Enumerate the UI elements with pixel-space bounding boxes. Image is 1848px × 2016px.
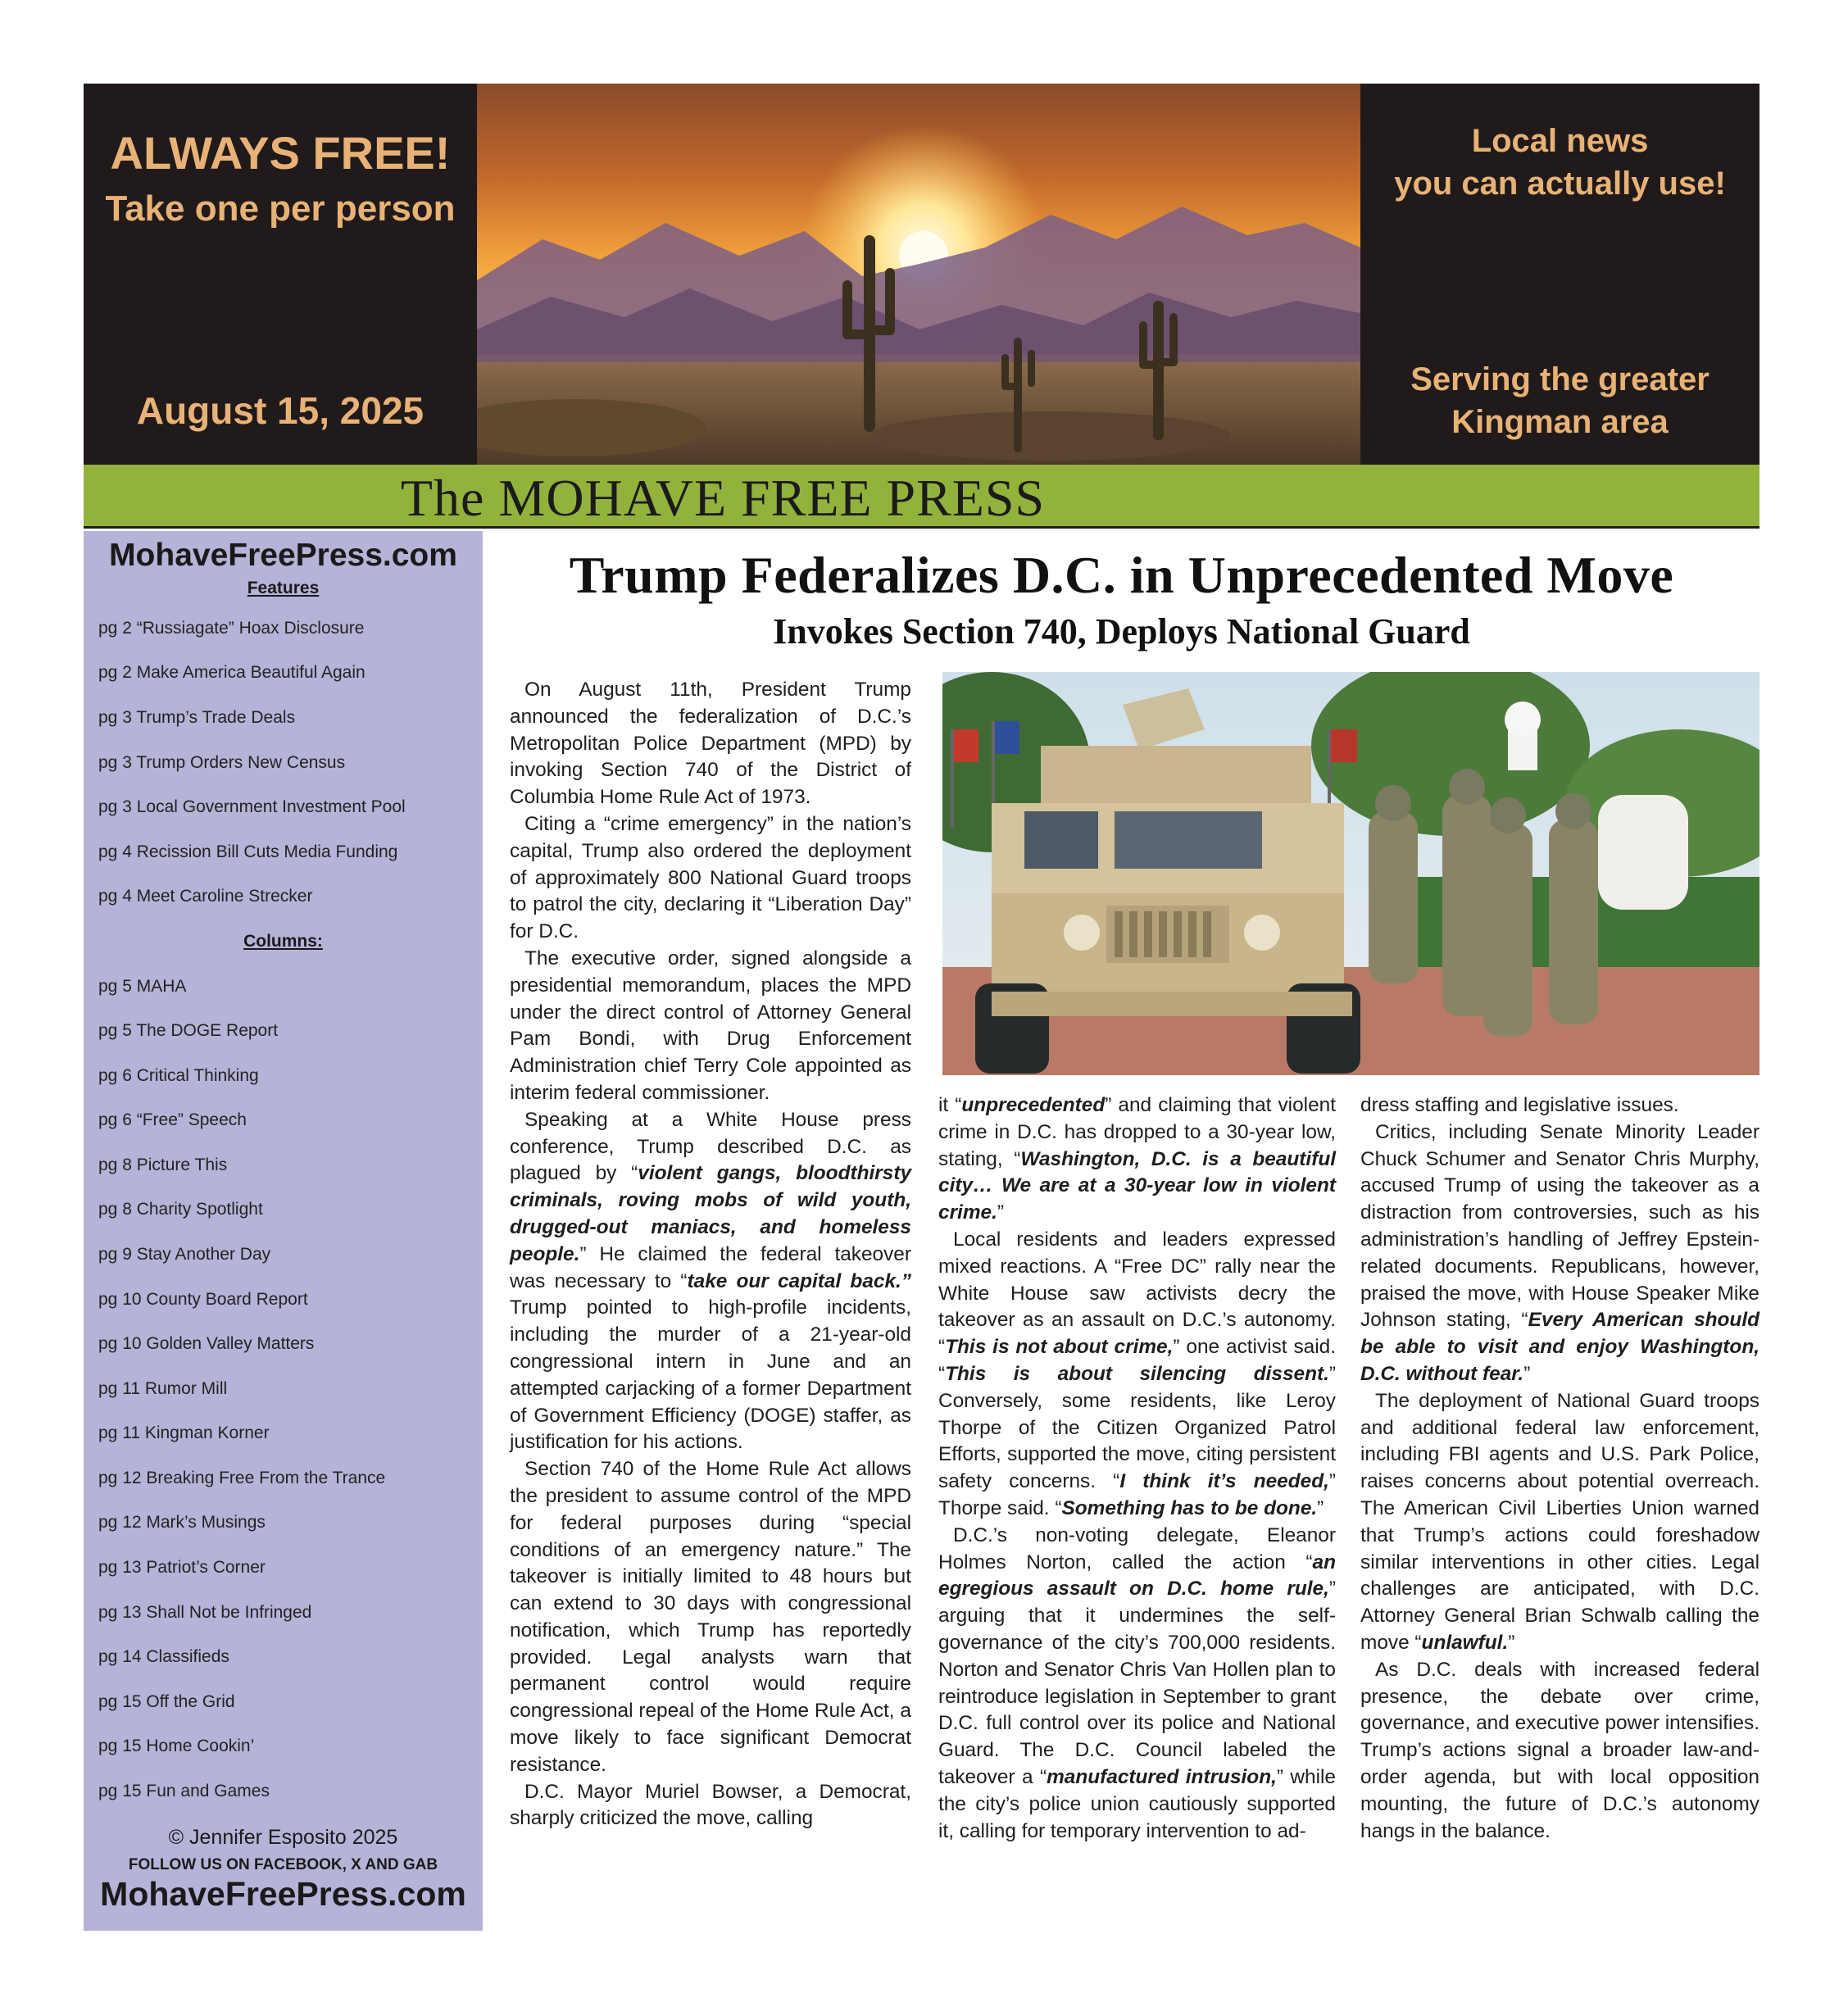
column-item: pg 8 Picture This: [98, 1156, 228, 1174]
nameplate-bar: [84, 465, 1759, 529]
column-item: pg 5 The DOGE Report: [98, 1021, 279, 1040]
quote-emphasis: I think it’s needed,: [1119, 1470, 1329, 1493]
text-run: Speaking at a White House press conference, Trump described D.C. as plagued by “: [510, 1108, 911, 1185]
feature-item: pg 3 Trump Orders New Census: [98, 753, 346, 772]
issue-date: August 15, 2025: [136, 389, 425, 432]
column-item: pg 15 Fun and Games: [98, 1782, 270, 1800]
columns-heading: Columns:: [243, 932, 323, 951]
tagline-line-2: you can actually use!: [1394, 166, 1726, 202]
contents-sidebar: [84, 531, 483, 1931]
quote-emphasis: manufactured intrusion,: [1047, 1765, 1277, 1788]
paper-name: The MOHAVE FREE PRESS: [400, 469, 1046, 527]
column-item: pg 9 Stay Another Day: [98, 1245, 271, 1264]
text-run: ” He claimed the federal takeover was necessary to “: [510, 1242, 911, 1292]
column-item: pg 15 Off the Grid: [98, 1692, 235, 1711]
column-item: pg 5 MAHA: [98, 977, 187, 996]
website-link-bottom[interactable]: MohaveFreePress.com: [100, 1875, 466, 1913]
column-item: pg 10 Golden Valley Matters: [98, 1334, 315, 1353]
feature-item: pg 2 Make America Beautiful Again: [98, 663, 366, 682]
article-paragraph: Citing a “crime emergency” in the nation’s capital, Trump also ordered the deployment of approximately 800 National Guard troops to patrol the city, declaring it “Liberation Day” for D.C.: [510, 812, 911, 943]
feature-item: pg 3 Trump’s Trade Deals: [98, 708, 296, 727]
quote-emphasis: This is about silencing dissent.: [945, 1362, 1329, 1385]
quote-emphasis: violent gangs, bloodthirsty criminals, roving mobs of wild youth, drugged-out maniacs, and homeless people.: [510, 1162, 912, 1265]
serving-line-2: Kingman area: [1451, 404, 1669, 440]
text-run: ”: [997, 1201, 1004, 1224]
masthead-right-panel: [1360, 84, 1759, 465]
article-column-3: [1360, 1092, 1759, 1845]
text-run: ”: [1523, 1362, 1531, 1385]
article-subhead: Invokes Section 740, Deploys National Guard: [773, 611, 1470, 652]
column-item: pg 13 Shall Not be Infringed: [98, 1603, 312, 1622]
article-paragraph: As D.C. deals with increased federal presence, the debate over crime, governance, and executive power intensifies. Trump’s actions signal a broader law-and-order agenda, but with local opposition mounting, the future of D.C.’s autonomy hangs in the balance.: [1360, 1658, 1759, 1842]
quote-emphasis: Washington, D.C. is a beautiful city… We are at a 30-year low in violent crime.: [938, 1147, 1336, 1224]
column-item: pg 10 County Board Report: [98, 1290, 308, 1309]
serving-area: [1360, 358, 1759, 443]
text-run: The deployment of National Guard troops and additional federal law enforcement, including FBI agents and U.S. Park Police, raises concerns about potential overreach. The American Civil Liberties Union warned that Trump’s actions could foreshadow similar interventions in other cities. Legal challenges are anticipated, with D.C. Attorney General Brian Schwalb calling the move “: [1360, 1389, 1759, 1654]
column-item: pg 6 “Free” Speech: [98, 1110, 247, 1129]
article-paragraph: Section 740 of the Home Rule Act allows the president to assume control of the MPD for federal purposes during “special conditions of an emergency nature.” The takeover is initially limited to 48 hours but can extend to 30 days with congressional notification, which Trump has reportedly provided. Legal analysts warn that permanent control would require congressional repeal of the Home Rule Act, a move likely to face significant Democrat resistance.: [510, 1458, 911, 1776]
text-run: Critics, including Senate Minority Leader Chuck Schumer and Senator Chris Murphy, accused Trump of using the takeover as a distraction from controversies, such as his administration’s handling of Jeffrey Epstein-related documents. Republicans, however, praised the move, with House Speaker Mike Johnson stating, “: [1360, 1120, 1759, 1332]
column-item: pg 6 Critical Thinking: [98, 1066, 259, 1085]
text-run: ” one activist said. “: [938, 1336, 1336, 1385]
text-run: it “: [938, 1094, 962, 1116]
serving-line-1: Serving the greater: [1410, 361, 1710, 397]
masthead-banner: [84, 84, 1759, 465]
copyright-notice: © Jennifer Esposito 2025: [168, 1826, 398, 1849]
feature-item: pg 4 Recission Bill Cuts Media Funding: [98, 842, 398, 861]
feature-item: pg 2 “Russiagate” Hoax Disclosure: [98, 619, 365, 638]
text-run: ”: [1508, 1631, 1515, 1654]
column-item: pg 14 Classifieds: [98, 1647, 229, 1666]
article-paragraph: [938, 1227, 1336, 1523]
quote-emphasis: take our capital back.”: [687, 1269, 911, 1292]
article-paragraph: [938, 1523, 1336, 1846]
column-item: pg 12 Mark’s Musings: [98, 1513, 266, 1532]
article-paragraph: [1360, 1388, 1759, 1657]
always-free-title: ALWAYS FREE!: [110, 127, 451, 179]
text-run: ” arguing that it undermines the self-governance of the city’s 700,000 residents. Norton and Senator Chris Van Hollen plan to reintroduce legislation in September to grant D.C. full control over its police and National Guard. The D.C. Council labeled the takeover a “: [938, 1578, 1336, 1788]
desert-sunset-saguaro-image: [477, 84, 1360, 465]
feature-item: pg 3 Local Government Investment Pool: [98, 797, 406, 816]
article-paragraph: [510, 1107, 911, 1456]
text-run: ” and claiming that violent crime in D.C. has dropped to a 30-year low, stating, “: [938, 1094, 1336, 1170]
column-item: pg 8 Charity Spotlight: [98, 1200, 263, 1219]
quote-emphasis: unprecedented: [961, 1094, 1106, 1116]
article-headline: Trump Federalizes D.C. in Unprecedented Move: [569, 546, 1674, 604]
quote-emphasis: Something has to be done.: [1061, 1496, 1318, 1519]
feature-item: pg 4 Meet Caroline Strecker: [98, 887, 313, 906]
article-paragraph: dress staffing and legislative issues.: [1360, 1094, 1679, 1116]
humvee-national-guard-photo: [942, 672, 1759, 1075]
text-run: D.C.’s non-voting delegate, Eleanor Holmes Norton, called the action “: [938, 1523, 1336, 1573]
column-item: pg 13 Patriot’s Corner: [98, 1558, 266, 1577]
take-one-notice: Take one per person: [105, 188, 456, 229]
quote-emphasis: an egregious assault on D.C. home rule,: [938, 1551, 1336, 1601]
article-paragraph: On August 11th, President Trump announced the federalization of D.C.’s Metropolitan Police Department (MPD) by invoking Section 740 of the District of Columbia Home Rule Act of 1973.: [510, 679, 911, 809]
text-run: ”: [1317, 1496, 1324, 1519]
quote-emphasis: This is not about crime,: [945, 1336, 1174, 1359]
text-run: ” Thorpe said. “: [938, 1470, 1336, 1519]
column-item: pg 11 Rumor Mill: [98, 1379, 228, 1398]
article-paragraph: D.C. Mayor Muriel Bowser, a Democrat, sharply criticized the move, calling: [510, 1780, 911, 1830]
article-column-2: [938, 1092, 1336, 1845]
text-run: ” Conversely, some residents, like Leroy Thorpe of the Citizen Organized Patrol Efforts, supported the move, citing persistent safety concerns. “: [938, 1362, 1336, 1493]
column-item: pg 12 Breaking Free From the Trance: [98, 1469, 386, 1487]
column-item: pg 11 Kingman Korner: [98, 1423, 270, 1442]
website-link-top[interactable]: MohaveFreePress.com: [109, 538, 457, 573]
tagline: [1360, 120, 1759, 205]
tagline-line-1: Local news: [1471, 123, 1649, 159]
quote-emphasis: unlawful.: [1421, 1631, 1509, 1654]
text-run: ” while the city’s police union cautiously supported it, calling for temporary intervention to ad-: [938, 1765, 1336, 1842]
text-run: Local residents and leaders expressed mixed reactions. A “Free DC” rally near the White House saw activists decry the takeover as an assault on D.C.’s autonomy. “: [938, 1228, 1336, 1359]
features-heading: Features: [247, 579, 320, 597]
column-item: pg 15 Home Cookin’: [98, 1737, 255, 1755]
article-column-1: [510, 677, 911, 1832]
quote-emphasis: Every American should be able to visit and enjoy Washington, D.C. without fear.: [1360, 1309, 1760, 1385]
article-paragraph: The executive order, signed alongside a presidential memorandum, places the MPD under the direct control of Attorney General Pam Bondi, with Drug Enforcement Administration chief Terry Cole appointed as interim federal commissioner.: [510, 947, 911, 1104]
follow-us-notice: FOLLOW US ON FACEBOOK, X AND GAB: [128, 1856, 438, 1873]
text-run: Trump pointed to high-profile incidents, including the murder of a 21-year-old congressional intern in June and an attempted carjacking of a former Department of Government Efficiency (DOGE) staffer, as justification for his actions.: [510, 1296, 911, 1454]
masthead-left-panel: [84, 84, 477, 465]
article-paragraph: [938, 1092, 1336, 1227]
article-paragraph: [1360, 1119, 1759, 1388]
